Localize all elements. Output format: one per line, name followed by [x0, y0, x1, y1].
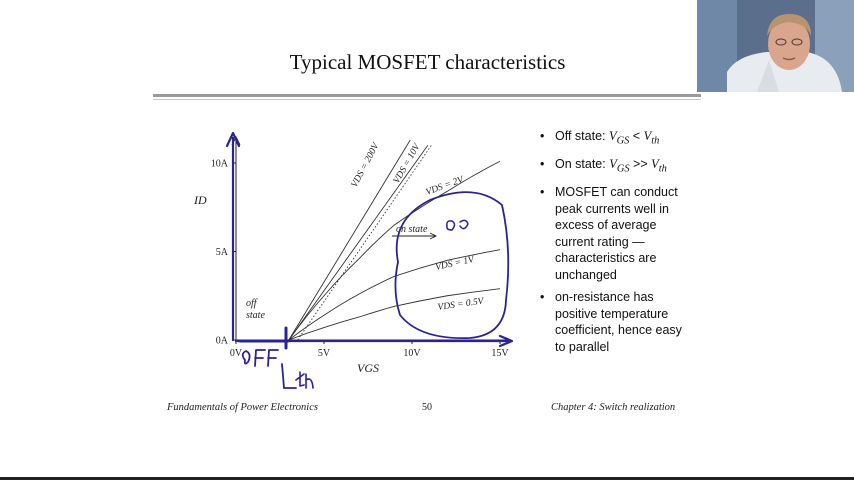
- series-label-vds-10v: VDS = 10V: [391, 142, 423, 186]
- ink-letters-th: [296, 372, 313, 388]
- series-label-vds-2v: VDS = 2V: [424, 175, 465, 198]
- y-axis-title: ID: [194, 193, 207, 207]
- bullet-formula: On state: $V_{GS} >> V_{th}$: [555, 157, 667, 175]
- curve-vds-2v: [289, 161, 500, 340]
- x-tick-label: 0V: [229, 348, 243, 359]
- y-tick-label: 10A: [210, 158, 228, 170]
- presenter-webcam: [697, 0, 854, 92]
- ink-y-axis: [227, 133, 239, 340]
- y-tick-label: 5A: [215, 247, 228, 258]
- x-tick-label: 10V: [403, 348, 421, 359]
- bullet-on-resistance: • on-resistance has positive temperature coefficient, hence easy to parallel: [540, 289, 690, 355]
- ink-scribble: [447, 221, 455, 230]
- x-tick-label: 5V: [317, 348, 331, 359]
- chart-curves: [289, 140, 500, 340]
- annotation-off: off: [246, 298, 257, 309]
- ink-letter-f1: [255, 350, 265, 366]
- ink-scribble-2: [460, 220, 468, 228]
- page-number: 50: [422, 402, 432, 413]
- x-axis-title: VGS: [357, 361, 379, 375]
- ink-letter-f2: [268, 350, 278, 366]
- bullet-formula: Off state: $V_{GS} < V_{th}$: [555, 129, 660, 147]
- x-tick-label: 15V: [491, 348, 509, 359]
- y-tick-label: 0A: [215, 335, 228, 347]
- ink-letter-v: [282, 364, 296, 388]
- footer-book-title: Fundamentals of Power Electronics: [167, 402, 318, 413]
- bullet-on-state: [540, 156, 690, 178]
- footer-chapter: Chapter 4: Switch realization: [551, 402, 676, 413]
- series-label-vds-0p5v: VDS = 0.5V: [437, 296, 485, 313]
- series-label-vds-1v: VDS = 1V: [434, 255, 475, 273]
- bullet-peak-currents: • MOSFET can conduct peak currents well in excess of average current rating —characteristics are unchanged: [540, 184, 690, 283]
- annotation-state: state: [246, 310, 265, 321]
- ink-letter-o: [243, 351, 250, 364]
- bullet-off-state: [540, 128, 690, 150]
- curve-vds-200v: [289, 140, 410, 340]
- slide-title: Typical MOSFET characteristics: [289, 50, 566, 74]
- bullet-list: [540, 128, 690, 361]
- series-label-vds-200v: VDS = 200V: [349, 141, 382, 190]
- annotation-on-state: on state: [396, 224, 428, 235]
